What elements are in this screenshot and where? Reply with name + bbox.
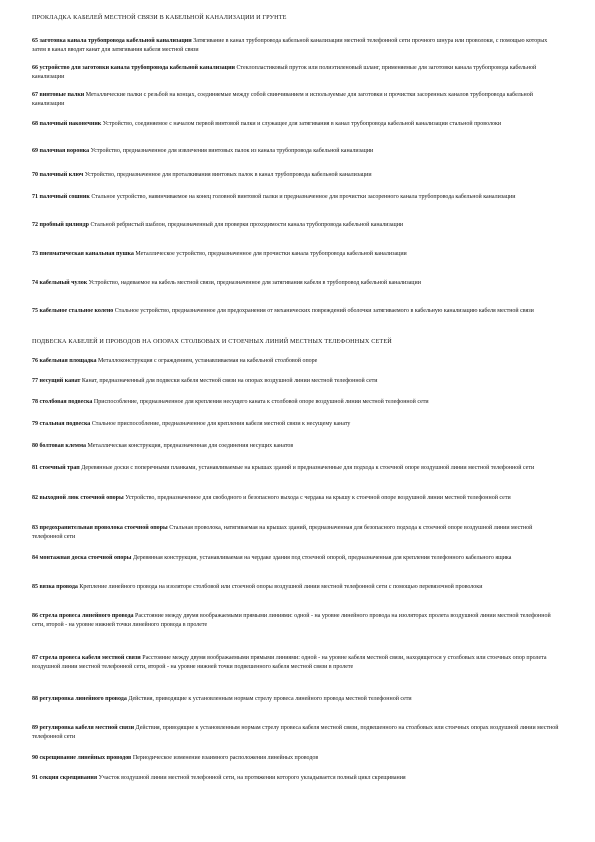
glossary-entry	[32, 193, 562, 202]
glossary-entry	[32, 442, 562, 451]
glossary-definition: Приспособление, предназначенное для крепления несущего каната к столбовой опоре воздушной линии местной телефонной сети	[93, 399, 429, 405]
glossary-definition: Периодическое изменение взаимного расположения линейных проводов	[132, 755, 319, 761]
glossary-term: 77 несущий канат	[32, 378, 81, 384]
glossary-definition: Участок воздушной линии местной телефонной сети, на протяжении которого укладывается полный цикл скрещивания	[98, 775, 406, 781]
glossary-definition: Затягивание в канал трубопровода кабельной канализации местной телефонной сети прочного шнура или проволоки, с помощью которых затем в канал вводят канат для затягивания кабеля местной связи	[32, 38, 548, 53]
glossary-entry	[32, 420, 562, 429]
glossary-entry	[32, 171, 562, 180]
glossary-entry	[32, 464, 562, 473]
glossary-entry	[32, 695, 562, 704]
glossary-definition: Устройство, предназначенное для извлечения винтовых палок из канала трубопровода кабельной канализации	[90, 148, 374, 154]
glossary-entry	[32, 398, 562, 407]
glossary-term: 87 стрела провеса кабеля местной связи	[32, 655, 141, 661]
glossary-entry	[32, 147, 562, 156]
glossary-term: 89 регулировка кабеля местной связи	[32, 725, 135, 731]
glossary-term: 82 выходной люк стоечной опоры	[32, 495, 124, 501]
glossary-entry	[32, 654, 562, 671]
glossary-entry	[32, 583, 562, 592]
glossary-definition: Стеклопластиковый пруток или полиэтиленовый шланг, применяемые для заготовки канала трубопровода кабельной канализации	[32, 65, 537, 80]
section-heading: ПРОКЛАДКА КАБЕЛЕЙ МЕСТНОЙ СВЯЗИ В КАБЕЛЬНОЙ КАНАЛИЗАЦИИ И ГРУНТЕ	[32, 14, 287, 21]
glossary-term: 74 кабельный чулок	[32, 280, 88, 286]
glossary-definition: Металлоконструкция с ограждением, устанавливаемая на кабельной столбовой опоре	[97, 358, 318, 364]
glossary-term: 70 палочный ключ	[32, 172, 84, 178]
glossary-definition: Металлическое устройство, предназначенное для прочистки канала трубопровода кабельной канализации	[135, 251, 407, 257]
glossary-definition: Деревянные доски с поперечными планками, устанавливаемые на крышах зданий и предназначенные для подхода к стоечной опоре воздушной линии местной телефонной сети	[81, 465, 535, 471]
glossary-term: 91 секция скрещивания	[32, 775, 98, 781]
glossary-term: 71 палочный сошник	[32, 194, 90, 200]
glossary-entry	[32, 554, 562, 563]
glossary-term: 68 палочный наконечник	[32, 121, 102, 127]
glossary-entry	[32, 612, 562, 629]
glossary-entry	[32, 524, 562, 541]
glossary-entry	[32, 37, 562, 54]
glossary-entry	[32, 754, 562, 763]
glossary-definition: Стальное устройство, предназначенное для предохранения от механических повреждений оболочки затягиваемого в кабельную канализацию кабеля местной связи	[114, 308, 534, 314]
glossary-term: 86 стрела провеса линейного провода	[32, 613, 134, 619]
glossary-term: 66 устройство для заготовки канала трубопровода кабельной канализации	[32, 65, 235, 71]
glossary-term: 73 пневматическая канальная пушка	[32, 251, 134, 257]
glossary-entry	[32, 279, 562, 288]
glossary-term: 67 винтовые палки	[32, 92, 85, 98]
glossary-definition: Канат, предназначенный для подвески кабеля местной связи на опорах воздушной линии местной телефонной сети	[81, 378, 378, 384]
glossary-term: 72 пробный цилиндр	[32, 222, 89, 228]
glossary-term: 88 регулировка линейного провода	[32, 696, 127, 702]
glossary-entry	[32, 357, 562, 366]
glossary-entry	[32, 774, 562, 783]
glossary-term: 75 кабельное стальное колено	[32, 308, 114, 314]
glossary-definition: Стальное устройство, навинчиваемое на конец головной винтовой палки и предназначенное для прочистки засоренного канала трубопровода кабельной канализации	[91, 194, 516, 200]
glossary-entry	[32, 91, 562, 108]
glossary-entry	[32, 64, 562, 81]
glossary-definition: Стальной ребристый шаблон, предназначенный для проверки проходимости канала трубопровода кабельной канализации	[90, 222, 404, 228]
glossary-definition: Металлические палки с резьбой на концах, соединяемые между собой свинчиванием и используемые для заготовки и прочистки засоренных каналов трубопровода кабельной канализации	[32, 92, 533, 107]
glossary-definition: Стальное приспособление, предназначенное для крепления кабеля местной связи к несущему канату	[91, 421, 351, 427]
glossary-definition: Устройство, предназначенное для проталкивания винтовых палок в канал трубопровода кабельной канализации	[84, 172, 372, 178]
glossary-term: 90 скрещивание линейных проводов	[32, 755, 132, 761]
glossary-definition: Действия, приводящие к установленным нормам стрелу провеса линейного провода местной телефонной сети	[128, 696, 412, 702]
glossary-term: 84 монтажная доска стоечной опоры	[32, 555, 132, 561]
glossary-term: 79 стальная подвеска	[32, 421, 91, 427]
glossary-term: 78 столбовая подвеска	[32, 399, 93, 405]
glossary-definition: Расстояние между двумя воображаемыми прямыми линиями: одной - на уровне кабеля местной связи, находящегося у столбовых или стоечных опор пролета воздушной линии местной телефонной сети, второй - на уровне нижней точки подвешенного кабеля местной связи в пролете	[32, 655, 547, 670]
glossary-definition: Устройство, соединяемое с началом первой винтовой палки и служащее для затягивания в канал трубопровода кабельной канализации стальной проволоки	[102, 121, 502, 127]
glossary-entry	[32, 494, 562, 503]
glossary-definition: Деревянная конструкция, устанавливаемая на чердаке здания под стоечной опорой, предназначенная для крепления телефонного кабельного ящика	[132, 555, 512, 561]
glossary-term: 83 предохранительная проволока стоечной опоры	[32, 525, 168, 531]
glossary-definition: Действия, приводящие к установленным нормам стрелу провеса кабеля местной связи, подвешенного на столбовых или стоечных опорах воздушной линии местной телефонной сети	[32, 725, 559, 740]
glossary-definition: Металлическая конструкция, предназначенная для соединения несущих канатов	[87, 443, 294, 449]
glossary-term: 85 вязка провода	[32, 584, 78, 590]
glossary-term: 65 заготовка канала трубопровода кабельной канализации	[32, 38, 192, 44]
glossary-term: 69 палочная воронка	[32, 148, 90, 154]
glossary-entry	[32, 120, 562, 129]
glossary-entry	[32, 307, 562, 316]
glossary-definition: Стальная проволока, натягиваемая на крышах зданий, предназначенная для безопасного подхода к стоечной опоре воздушной линии местной телефонной сети	[32, 525, 533, 540]
section-heading: ПОДВЕСКА КАБЕЛЕЙ И ПРОВОДОВ НА ОПОРАХ СТОЛБОВЫХ И СТОЕЧНЫХ ЛИНИЙ МЕСТНЫХ ТЕЛЕФОННЫХ СЕТЕЙ	[32, 338, 392, 345]
glossary-entry	[32, 250, 562, 259]
glossary-definition: Расстояние между двумя воображаемыми прямыми линиями: одной - на уровне линейного провода на изоляторах пролета воздушной линии местной телефонной сети, второй - на уровне нижней точки линейного провода в пролете	[32, 613, 551, 628]
glossary-term: 76 кабельная площадка	[32, 358, 97, 364]
glossary-term: 81 стоечный трап	[32, 465, 80, 471]
glossary-definition: Крепление линейного провода на изоляторе столбовой или стоечной опоры воздушной линии местной телефонной сети с помощью перевязочной проволоки	[79, 584, 483, 590]
glossary-definition: Устройство, надеваемое на кабель местной связи, предназначенное для затягивания кабеля в трубопровод кабельной канализации	[88, 280, 421, 286]
glossary-definition: Устройство, предназначенное для свободного и безопасного выхода с чердака на крышу к стоечной опоре воздушной линии местной телефонной сети	[125, 495, 511, 501]
glossary-entry	[32, 221, 562, 230]
glossary-term: 80 болтовая клемма	[32, 443, 87, 449]
glossary-entry	[32, 377, 562, 386]
glossary-entry	[32, 724, 562, 741]
